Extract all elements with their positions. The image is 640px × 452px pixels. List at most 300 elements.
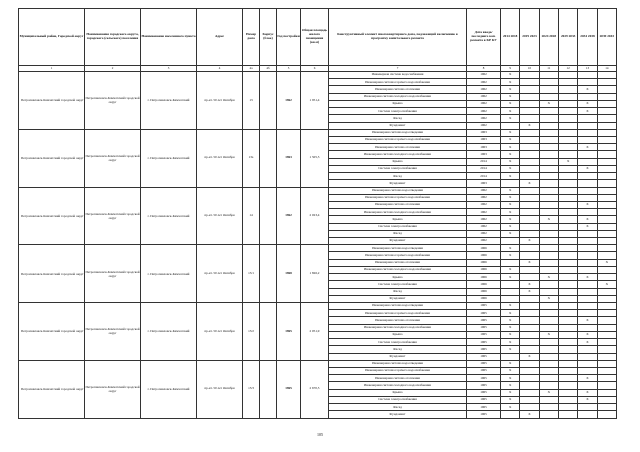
period-mark-cell <box>558 79 577 86</box>
structural-element-cell: Инженерная система отопления <box>329 259 467 266</box>
period-mark-cell <box>539 72 558 79</box>
locality-cell: г. Петропавловск-Камчатский <box>141 245 197 303</box>
locality-cell: г. Петропавловск-Камчатский <box>141 303 197 361</box>
header-period-2: 2019 2023 <box>520 9 539 66</box>
period-mark-cell <box>539 281 558 288</box>
period-mark-cell <box>578 404 597 411</box>
period-mark-cell: X <box>501 173 520 180</box>
period-mark-cell <box>597 79 616 86</box>
period-mark-cell <box>558 100 577 107</box>
period-mark-cell <box>520 144 539 151</box>
period-mark-cell <box>597 295 616 302</box>
period-mark-cell <box>558 281 577 288</box>
period-mark-cell <box>597 245 616 252</box>
structural-element-cell: Фасад <box>329 288 467 295</box>
house-number-cell: 13/2 <box>243 303 260 361</box>
period-mark-cell <box>558 288 577 295</box>
inclusion-date-cell: 1965 <box>467 339 501 346</box>
period-mark-cell <box>539 339 558 346</box>
period-mark-cell <box>578 288 597 295</box>
korpus-cell <box>260 360 277 418</box>
structural-element-cell: Инженерная система горячего водоснабжения <box>329 367 467 374</box>
total-area-cell: 1 505,5 <box>301 129 329 187</box>
period-mark-cell <box>597 303 616 310</box>
period-mark-cell <box>539 187 558 194</box>
period-mark-cell <box>578 324 597 331</box>
period-mark-cell <box>578 180 597 187</box>
period-mark-cell <box>520 201 539 208</box>
period-mark-cell <box>558 129 577 136</box>
table-row <box>19 360 617 367</box>
period-mark-cell <box>558 72 577 79</box>
build-year-cell: 1963 <box>277 129 301 187</box>
inclusion-date-cell: 2014 <box>467 158 501 165</box>
period-mark-cell: X <box>501 187 520 194</box>
column-number: 4б <box>260 66 277 72</box>
column-number: 12 <box>558 66 577 72</box>
structural-element-cell: Фундамент <box>329 180 467 187</box>
period-mark-cell: X <box>597 259 616 266</box>
table-body <box>19 72 617 419</box>
period-mark-cell <box>539 245 558 252</box>
structural-element-cell: Фундамент <box>329 353 467 360</box>
header-period-3: 2024 2028 <box>539 9 558 66</box>
structural-element-cell: Инженерная система горячего водоснабжения <box>329 310 467 317</box>
structural-element-cell: Инженерная система холодного водоснабжения <box>329 93 467 100</box>
build-year-cell: 1962 <box>277 187 301 245</box>
total-area-cell: 1 826,2 <box>301 245 329 303</box>
inclusion-date-cell: 1966 <box>467 288 501 295</box>
total-area-cell: 1 951,4 <box>301 72 329 130</box>
period-mark-cell: X <box>501 151 520 158</box>
period-mark-cell <box>597 194 616 201</box>
period-mark-cell <box>539 151 558 158</box>
structural-element-cell: Инженерная система водоснабжения <box>329 72 467 79</box>
period-mark-cell: X <box>501 144 520 151</box>
period-mark-cell <box>539 223 558 230</box>
inclusion-date-cell: 1963 <box>467 144 501 151</box>
structural-element-cell: Фасад <box>329 346 467 353</box>
period-mark-cell <box>597 209 616 216</box>
structural-element-cell: Инженерная система холодного водоснабжения <box>329 151 467 158</box>
period-mark-cell: X <box>501 396 520 403</box>
period-mark-cell: X <box>578 396 597 403</box>
inclusion-date-cell: 1962 <box>467 209 501 216</box>
period-mark-cell <box>558 411 577 418</box>
settlement-cell: Петропавловск-Камчатский городской округ <box>85 187 141 245</box>
period-mark-cell <box>539 346 558 353</box>
period-mark-cell <box>520 136 539 143</box>
inclusion-date-cell: 1963 <box>467 136 501 143</box>
period-mark-cell <box>539 303 558 310</box>
municipality-cell: Петропавловск-Камчатский городской округ <box>19 129 85 187</box>
period-mark-cell <box>539 201 558 208</box>
period-mark-cell <box>539 180 558 187</box>
period-mark-cell: X <box>501 72 520 79</box>
inclusion-date-cell: 1962 <box>467 122 501 129</box>
period-mark-cell <box>501 295 520 302</box>
house-number-cell: 15/3 <box>243 360 260 418</box>
period-mark-cell <box>520 252 539 259</box>
period-mark-cell <box>539 375 558 382</box>
period-mark-cell <box>578 158 597 165</box>
period-mark-cell <box>539 122 558 129</box>
page-number: 105 <box>317 432 323 437</box>
period-mark-cell <box>539 310 558 317</box>
structural-element-cell: Фасад <box>329 404 467 411</box>
period-mark-cell <box>578 259 597 266</box>
period-mark-cell <box>520 209 539 216</box>
period-mark-cell <box>520 165 539 172</box>
table-header-row <box>19 9 617 66</box>
inclusion-date-cell: 1962 <box>467 223 501 230</box>
period-mark-cell <box>539 93 558 100</box>
column-number: 14 <box>597 66 616 72</box>
inclusion-date-cell: 1963 <box>467 129 501 136</box>
period-mark-cell <box>558 93 577 100</box>
period-mark-cell <box>520 158 539 165</box>
period-mark-cell <box>597 72 616 79</box>
period-mark-cell: X <box>578 86 597 93</box>
period-mark-cell <box>597 100 616 107</box>
build-year-cell: 1968 <box>277 245 301 303</box>
period-mark-cell <box>597 201 616 208</box>
period-mark-cell <box>597 324 616 331</box>
period-mark-cell <box>578 93 597 100</box>
inclusion-date-cell: 1965 <box>467 375 501 382</box>
structural-element-cell: Система электроснабжения <box>329 281 467 288</box>
period-mark-cell: X <box>520 281 539 288</box>
structural-element-cell: Система электроснабжения <box>329 339 467 346</box>
total-area-cell: 2 023,4 <box>301 187 329 245</box>
period-mark-cell <box>558 360 577 367</box>
inclusion-date-cell: 1965 <box>467 411 501 418</box>
period-mark-cell <box>597 396 616 403</box>
inclusion-date-cell: 2014 <box>467 165 501 172</box>
table-row <box>19 129 617 136</box>
period-mark-cell <box>578 245 597 252</box>
period-mark-cell: X <box>501 108 520 115</box>
header-build-year: Год постройки <box>277 9 301 66</box>
table-row <box>19 72 617 79</box>
header-total-area: Общая площадь жилого помещения (кв.м) <box>301 9 329 66</box>
period-mark-cell: X <box>597 281 616 288</box>
build-year-cell: 1965 <box>277 303 301 361</box>
period-mark-cell <box>539 259 558 266</box>
period-mark-cell <box>578 79 597 86</box>
period-mark-cell <box>501 259 520 266</box>
period-mark-cell <box>558 173 577 180</box>
period-mark-cell <box>558 295 577 302</box>
period-mark-cell <box>597 216 616 223</box>
inclusion-date-cell: 1965 <box>467 382 501 389</box>
period-mark-cell <box>558 165 577 172</box>
period-mark-cell <box>578 353 597 360</box>
structural-element-cell: Фундамент <box>329 295 467 302</box>
korpus-cell <box>260 129 277 187</box>
period-mark-cell <box>520 375 539 382</box>
inclusion-date-cell: 1966 <box>467 245 501 252</box>
table-row <box>19 303 617 310</box>
period-mark-cell <box>539 288 558 295</box>
header-address: Адрес <box>197 9 243 66</box>
structural-element-cell: Фундамент <box>329 411 467 418</box>
period-mark-cell <box>558 331 577 338</box>
address-cell: пр-кт. 50 лет Октября <box>197 245 243 303</box>
period-mark-cell <box>520 303 539 310</box>
period-mark-cell <box>597 93 616 100</box>
period-mark-cell <box>597 187 616 194</box>
header-inclusion-date: Дата ввода/ последнего кап. ремонта в КР КУ <box>467 9 501 66</box>
header-house-number: Номер дома <box>243 9 260 66</box>
period-mark-cell <box>558 187 577 194</box>
structural-element-cell: Фундамент <box>329 238 467 245</box>
column-number: 10 <box>520 66 539 72</box>
period-mark-cell <box>558 324 577 331</box>
period-mark-cell: X <box>501 100 520 107</box>
period-mark-cell: X <box>558 158 577 165</box>
period-mark-cell <box>539 86 558 93</box>
structural-element-cell: Инженерная система отопления <box>329 375 467 382</box>
period-mark-cell <box>539 129 558 136</box>
inclusion-date-cell: 1965 <box>467 310 501 317</box>
period-mark-cell <box>558 238 577 245</box>
period-mark-cell <box>501 238 520 245</box>
build-year-cell: 1962 <box>277 72 301 130</box>
inclusion-date-cell: 1962 <box>467 216 501 223</box>
period-mark-cell: X <box>501 79 520 86</box>
period-mark-cell <box>597 158 616 165</box>
house-number-cell: 14 <box>243 187 260 245</box>
period-mark-cell: X <box>578 375 597 382</box>
inclusion-date-cell: 1962 <box>467 108 501 115</box>
period-mark-cell: X <box>539 295 558 302</box>
structural-element-cell: Система электроснабжения <box>329 165 467 172</box>
inclusion-date-cell: 1965 <box>467 303 501 310</box>
address-cell: пр-кт. 50 лет Октября <box>197 303 243 361</box>
period-mark-cell <box>597 404 616 411</box>
structural-element-cell: Инженерная система холодного водоснабжения <box>329 266 467 273</box>
period-mark-cell <box>578 382 597 389</box>
period-mark-cell <box>578 238 597 245</box>
period-mark-cell <box>597 136 616 143</box>
inclusion-date-cell: 1962 <box>467 72 501 79</box>
structural-element-cell: Инженерная система горячего водоснабжения <box>329 252 467 259</box>
period-mark-cell: X <box>578 223 597 230</box>
period-mark-cell <box>520 360 539 367</box>
period-mark-cell <box>539 194 558 201</box>
period-mark-cell <box>597 165 616 172</box>
period-mark-cell <box>578 310 597 317</box>
period-mark-cell <box>539 144 558 151</box>
inclusion-date-cell: 1963 <box>467 151 501 158</box>
period-mark-cell: X <box>520 353 539 360</box>
period-mark-cell <box>597 151 616 158</box>
header-period-1: 2014 2018 <box>501 9 520 66</box>
structural-element-cell: Фундамент <box>329 122 467 129</box>
period-mark-cell <box>597 331 616 338</box>
structural-element-cell: Инженерная система водоотведения <box>329 129 467 136</box>
period-mark-cell <box>539 324 558 331</box>
period-mark-cell <box>597 353 616 360</box>
inclusion-date-cell: 1965 <box>467 331 501 338</box>
period-mark-cell: X <box>578 201 597 208</box>
period-mark-cell <box>558 396 577 403</box>
structural-element-cell: Инженерная система холодного водоснабжения <box>329 209 467 216</box>
period-mark-cell <box>539 353 558 360</box>
period-mark-cell <box>501 288 520 295</box>
period-mark-cell <box>558 375 577 382</box>
inclusion-date-cell: 1965 <box>467 389 501 396</box>
header-settlement: Наименование городского округа, городского (сельского) поселения <box>85 9 141 66</box>
inclusion-date-cell: 1966 <box>467 259 501 266</box>
period-mark-cell <box>578 295 597 302</box>
house-number-cell: 13 <box>243 72 260 130</box>
period-mark-cell: X <box>578 331 597 338</box>
inclusion-date-cell: 1963 <box>467 180 501 187</box>
structural-element-cell: Система электроснабжения <box>329 396 467 403</box>
period-mark-cell: X <box>520 180 539 187</box>
period-mark-cell <box>558 180 577 187</box>
period-mark-cell: X <box>501 245 520 252</box>
period-mark-cell <box>597 115 616 122</box>
structural-element-cell: Инженерная система отопления <box>329 201 467 208</box>
header-locality: Наименование населенного пункта <box>141 9 197 66</box>
period-mark-cell <box>597 382 616 389</box>
period-mark-cell <box>520 173 539 180</box>
period-mark-cell <box>578 194 597 201</box>
korpus-cell <box>260 187 277 245</box>
period-mark-cell <box>558 86 577 93</box>
period-mark-cell: X <box>578 108 597 115</box>
period-mark-cell <box>520 396 539 403</box>
period-mark-cell <box>558 274 577 281</box>
period-mark-cell <box>558 382 577 389</box>
column-number: 13 <box>578 66 597 72</box>
period-mark-cell: X <box>501 266 520 273</box>
inclusion-date-cell: 1966 <box>467 266 501 273</box>
period-mark-cell <box>520 324 539 331</box>
period-mark-cell <box>558 209 577 216</box>
address-cell: пр-кт. 50 лет Октября <box>197 187 243 245</box>
period-mark-cell <box>578 129 597 136</box>
period-mark-cell <box>578 252 597 259</box>
period-mark-cell: X <box>501 389 520 396</box>
period-mark-cell <box>520 223 539 230</box>
period-mark-cell <box>558 404 577 411</box>
period-mark-cell: X <box>539 100 558 107</box>
locality-cell: г. Петропавловск-Камчатский <box>141 360 197 418</box>
korpus-cell <box>260 303 277 361</box>
header-period-6: 2039 2043 <box>597 9 616 66</box>
period-mark-cell <box>539 382 558 389</box>
period-mark-cell <box>578 346 597 353</box>
settlement-cell: Петропавловск-Камчатский городской округ <box>85 360 141 418</box>
structural-element-cell: Инженерная система водоотведения <box>329 245 467 252</box>
period-mark-cell <box>558 252 577 259</box>
period-mark-cell <box>539 230 558 237</box>
settlement-cell: Петропавловск-Камчатский городской округ <box>85 72 141 130</box>
inclusion-date-cell: 1962 <box>467 238 501 245</box>
period-mark-cell <box>520 266 539 273</box>
period-mark-cell <box>597 129 616 136</box>
period-mark-cell: X <box>501 194 520 201</box>
period-mark-cell <box>520 331 539 338</box>
structural-element-cell: Крыша <box>329 216 467 223</box>
structural-element-cell: Крыша <box>329 274 467 281</box>
column-number: 1 <box>19 66 85 72</box>
period-mark-cell: X <box>501 382 520 389</box>
municipality-cell: Петропавловск-Камчатский городской округ <box>19 303 85 361</box>
period-mark-cell <box>520 115 539 122</box>
period-mark-cell <box>520 79 539 86</box>
inclusion-date-cell: 1966 <box>467 281 501 288</box>
header-municipality: Муниципальный район, Городской округ <box>19 9 85 66</box>
period-mark-cell <box>578 281 597 288</box>
period-mark-cell: X <box>539 216 558 223</box>
structural-element-cell: Инженерная система горячего водоснабжения <box>329 79 467 86</box>
locality-cell: г. Петропавловск-Камчатский <box>141 187 197 245</box>
period-mark-cell <box>558 144 577 151</box>
column-number: 3 <box>141 66 197 72</box>
column-number: 2 <box>85 66 141 72</box>
period-mark-cell: X <box>578 389 597 396</box>
period-mark-cell <box>558 201 577 208</box>
locality-cell: г. Петропавловск-Камчатский <box>141 129 197 187</box>
municipality-cell: Петропавловск-Камчатский городской округ <box>19 360 85 418</box>
period-mark-cell <box>558 389 577 396</box>
period-mark-cell: X <box>501 274 520 281</box>
period-mark-cell <box>558 194 577 201</box>
column-number: 5 <box>277 66 301 72</box>
period-mark-cell <box>520 86 539 93</box>
period-mark-cell: X <box>520 122 539 129</box>
period-mark-cell: X <box>539 331 558 338</box>
inclusion-date-cell: 1965 <box>467 360 501 367</box>
period-mark-cell: X <box>520 411 539 418</box>
period-mark-cell <box>520 274 539 281</box>
period-mark-cell <box>520 245 539 252</box>
inclusion-date-cell: 1965 <box>467 353 501 360</box>
structural-element-cell: Фасад <box>329 230 467 237</box>
period-mark-cell <box>558 353 577 360</box>
period-mark-cell: X <box>501 331 520 338</box>
period-mark-cell <box>597 274 616 281</box>
period-mark-cell <box>539 360 558 367</box>
structural-element-cell: Инженерная система холодного водоснабжения <box>329 382 467 389</box>
column-number: 6 <box>301 66 329 72</box>
period-mark-cell: X <box>501 93 520 100</box>
period-mark-cell <box>539 266 558 273</box>
period-mark-cell <box>558 367 577 374</box>
period-mark-cell <box>539 158 558 165</box>
period-mark-cell <box>597 411 616 418</box>
structural-element-cell: Инженерная система водоотведения <box>329 187 467 194</box>
header-structural-element: Конструктивный элемент многоквартирного дома, подлежащий включению в программу капитального ремонта <box>329 9 467 66</box>
period-mark-cell: X <box>539 274 558 281</box>
inclusion-date-cell: 1962 <box>467 93 501 100</box>
inclusion-date-cell: 1962 <box>467 201 501 208</box>
inclusion-date-cell: 1965 <box>467 404 501 411</box>
inclusion-date-cell: 1966 <box>467 295 501 302</box>
period-mark-cell: X <box>578 144 597 151</box>
period-mark-cell <box>520 108 539 115</box>
house-number-cell: 13/1 <box>243 245 260 303</box>
period-mark-cell <box>539 136 558 143</box>
municipality-cell: Петропавловск-Камчатский городской округ <box>19 72 85 130</box>
structural-element-cell: Инженерная система отопления <box>329 86 467 93</box>
structural-element-cell: Инженерная система отопления <box>329 317 467 324</box>
